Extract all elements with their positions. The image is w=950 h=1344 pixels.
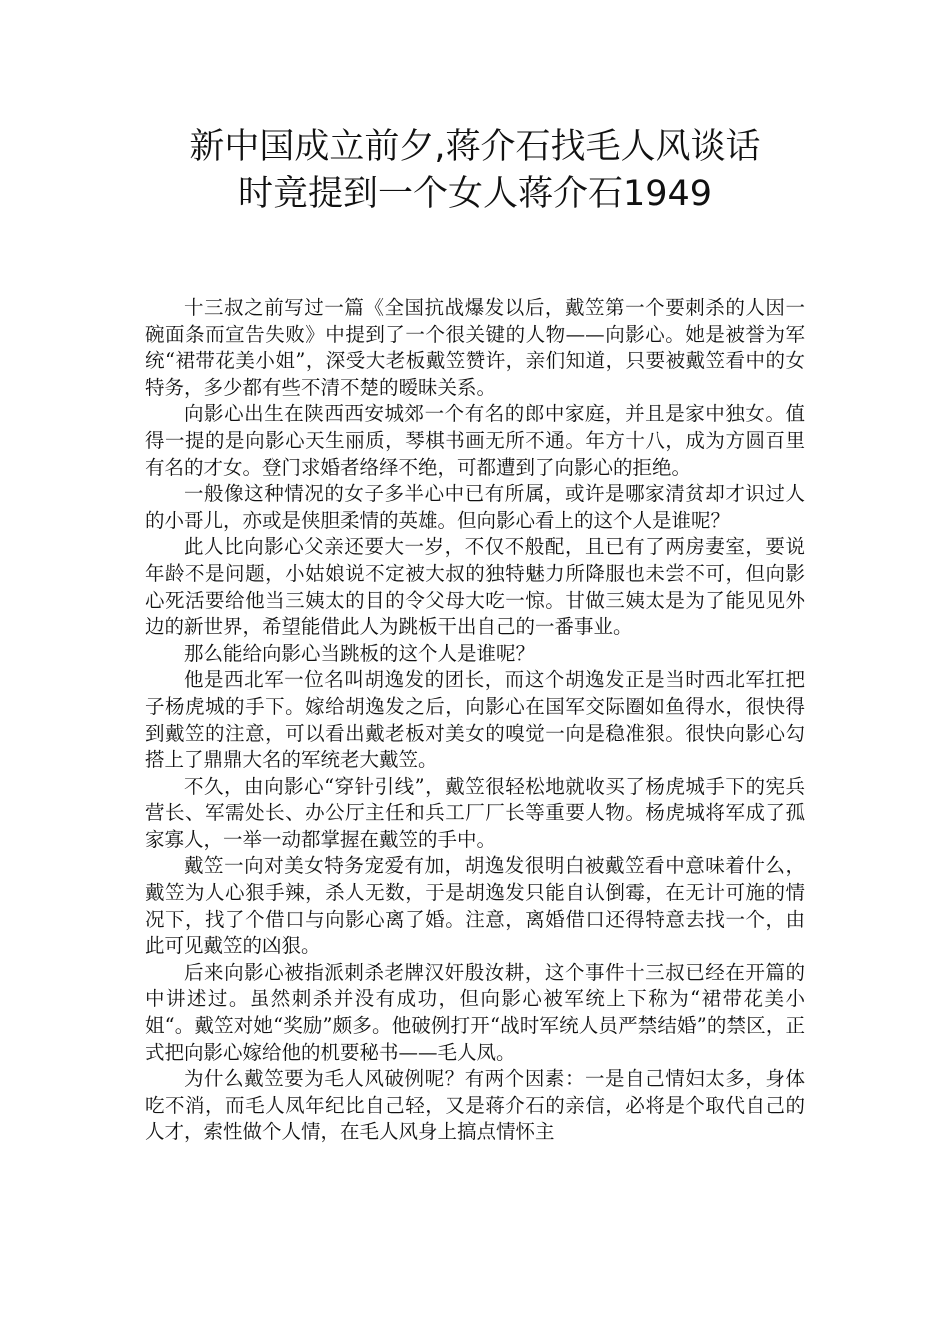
paragraph: 此人比向影心父亲还要大一岁，不仅不般配，且已有了两房妻室，要说年龄不是问题，小姑娘说不定被大叔的独特魅力所降服也未尝不可，但向影心死活要给他当三姨太的目的令父母大吃一惊。甘做三姨太是为了能见见外边的新世界，希望能借此人为跳板干出自己的一番事业。 xyxy=(145,535,805,639)
paragraph: 为什么戴笠要为毛人风破例呢？有两个因素：一是自己情妇太多，身体吃不消，而毛人凤年纪比自己轻，又是蒋介石的亲信，必将是个取代自己的人才，索性做个人情，在毛人风身上搞点情怀主 xyxy=(145,1067,805,1144)
article-body xyxy=(145,295,805,1146)
paragraph: 他是西北军一位名叫胡逸发的团长，而这个胡逸发正是当时西北军扛把子杨虎城的手下。嫁给胡逸发之后，向影心在国军交际圈如鱼得水，很快得到戴笠的注意，可以看出戴老板对美女的嗅觉一向是稳准狠。很快向影心勾搭上了鼎鼎大名的军统老大戴笠。 xyxy=(145,668,805,772)
paragraph: 不久，由向影心“穿针引线”，戴笠很轻松地就收买了杨虎城手下的宪兵营长、军需处长、办公厅主任和兵工厂厂长等重要人物。杨虎城将军成了孤家寡人，一举一动都掌握在戴笠的手中。 xyxy=(145,774,805,851)
paragraph: 戴笠一向对美女特务宠爱有加，胡逸发很明白被戴笠看中意味着什么，戴笠为人心狠手辣，杀人无数，于是胡逸发只能自认倒霉，在无计可施的情况下，找了个借口与向影心离了婚。注意，离婚借口还得特意去找一个，由此可见戴笠的凶狠。 xyxy=(145,854,805,958)
paragraph: 那么能给向影心当跳板的这个人是谁呢？ xyxy=(184,641,536,665)
title-line-1: 新中国成立前夕,蒋介石找毛人风谈话 xyxy=(189,127,761,167)
paragraph: 后来向影心被指派刺杀老牌汉奸殷汝耕，这个事件十三叔已经在开篇的中讲述过。虽然刺杀并没有成功，但向影心被军统上下称为“裙带花美小姐“。戴笠对她“奖励”颇多。他破例打开“战时军统人员严禁结婚”的禁区，正式把向影心嫁给他的机要秘书——毛人凤。 xyxy=(145,960,805,1064)
title-line-2: 时竟提到一个女人蒋介石1949 xyxy=(237,174,713,214)
paragraph: 十三叔之前写过一篇《全国抗战爆发以后，戴笠第一个要刺杀的人因一碗面条而宣告失败》中提到了一个很关键的人物——向影心。她是被誉为军统“裙带花美小姐”，深受大老板戴笠赞许，亲们知道，只要被戴笠看中的女特务，多少都有些不清不楚的暧昧关系。 xyxy=(145,296,805,399)
paragraph: 一般像这种情况的女子多半心中已有所属，或许是哪家清贫却才识过人的小哥儿，亦或是侠胆柔情的英雄。但向影心看上的这个人是谁呢？ xyxy=(145,482,805,532)
document-title xyxy=(120,124,830,218)
paragraph: 向影心出生在陕西西安城郊一个有名的郎中家庭，并且是家中独女。值得一提的是向影心天生丽质，琴棋书画无所不通。年方十八，成为方圆百里有名的才女。登门求婚者络绎不绝，可都遭到了向影心的拒绝。 xyxy=(145,402,805,479)
